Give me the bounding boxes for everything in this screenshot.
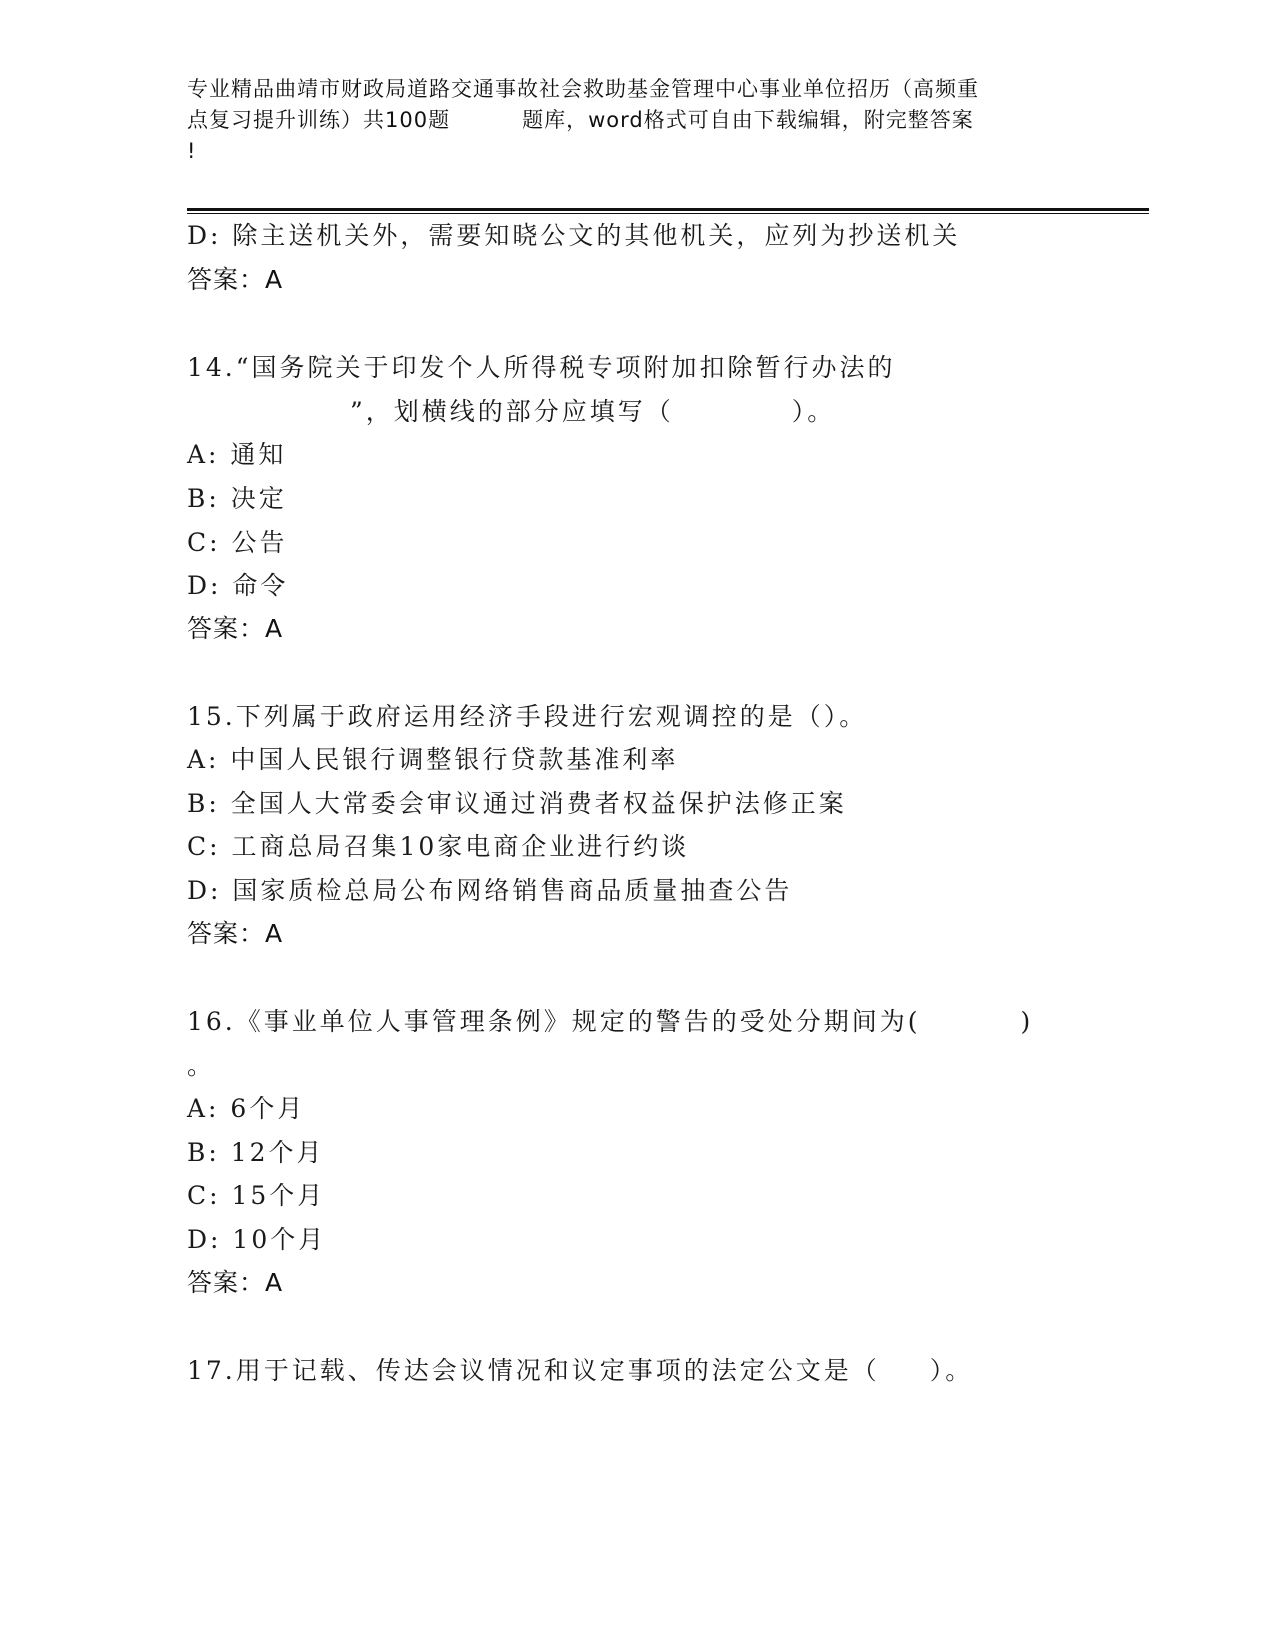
title-line-3: !: [187, 139, 197, 163]
q15-answer: 答案：A: [187, 919, 284, 948]
q16-option-c: C: 15个月: [187, 1181, 326, 1210]
q15-option-b: B: 全国人大常委会审议通过消费者权益保护法修正案: [187, 789, 847, 818]
q16-answer: 答案：A: [187, 1268, 284, 1297]
q15-option-d: D: 国家质检总局公布网络销售商品质量抽查公告: [187, 876, 793, 905]
header-divider: [187, 208, 1149, 211]
q16-stem-line-2: 。: [187, 1051, 216, 1080]
q15-stem: 15.下列属于政府运用经济手段进行宏观调控的是（）。: [187, 702, 868, 731]
q16-option-a: A: 6个月: [187, 1094, 306, 1123]
title-line-1: 专业精品曲靖市财政局道路交通事故社会救助基金管理中心事业单位招历（高频重: [187, 77, 979, 101]
q13-answer: 答案：A: [187, 265, 284, 294]
header-divider-thin: [187, 213, 1149, 214]
document-title: [187, 74, 1087, 167]
q14-stem-line-1: 14.“国务院关于印发个人所得税专项附加扣除暂行办法的: [187, 353, 896, 382]
q14-option-d: D: 命令: [187, 571, 289, 600]
q13-option-d: D: 除主送机关外，需要知晓公文的其他机关，应列为抄送机关: [187, 221, 961, 250]
q14-stem-line-2: ”，划横线的部分应填写（ ）。: [350, 397, 836, 426]
q14-answer: 答案：A: [187, 614, 284, 643]
q14-option-a: A: 通知: [187, 440, 287, 469]
q14-option-b: B: 决定: [187, 484, 287, 513]
title-line-2: 点复习提升训练）共100题 题库，word格式可自由下载编辑，附完整答案: [187, 108, 974, 132]
q15-option-c: C: 工商总局召集10家电商企业进行约谈: [187, 832, 690, 861]
q15-option-a: A: 中国人民银行调整银行贷款基准利率: [187, 745, 679, 774]
q16-option-d: D: 10个月: [187, 1225, 327, 1254]
q14-option-c: C: 公告: [187, 528, 288, 557]
q16-option-b: B: 12个月: [187, 1138, 325, 1167]
q16-stem-line-1: 16.《事业单位人事管理条例》规定的警告的受处分期间为( ): [187, 1007, 1034, 1036]
q17-stem: 17.用于记载、传达会议情况和议定事项的法定公文是（ ）。: [187, 1356, 974, 1385]
